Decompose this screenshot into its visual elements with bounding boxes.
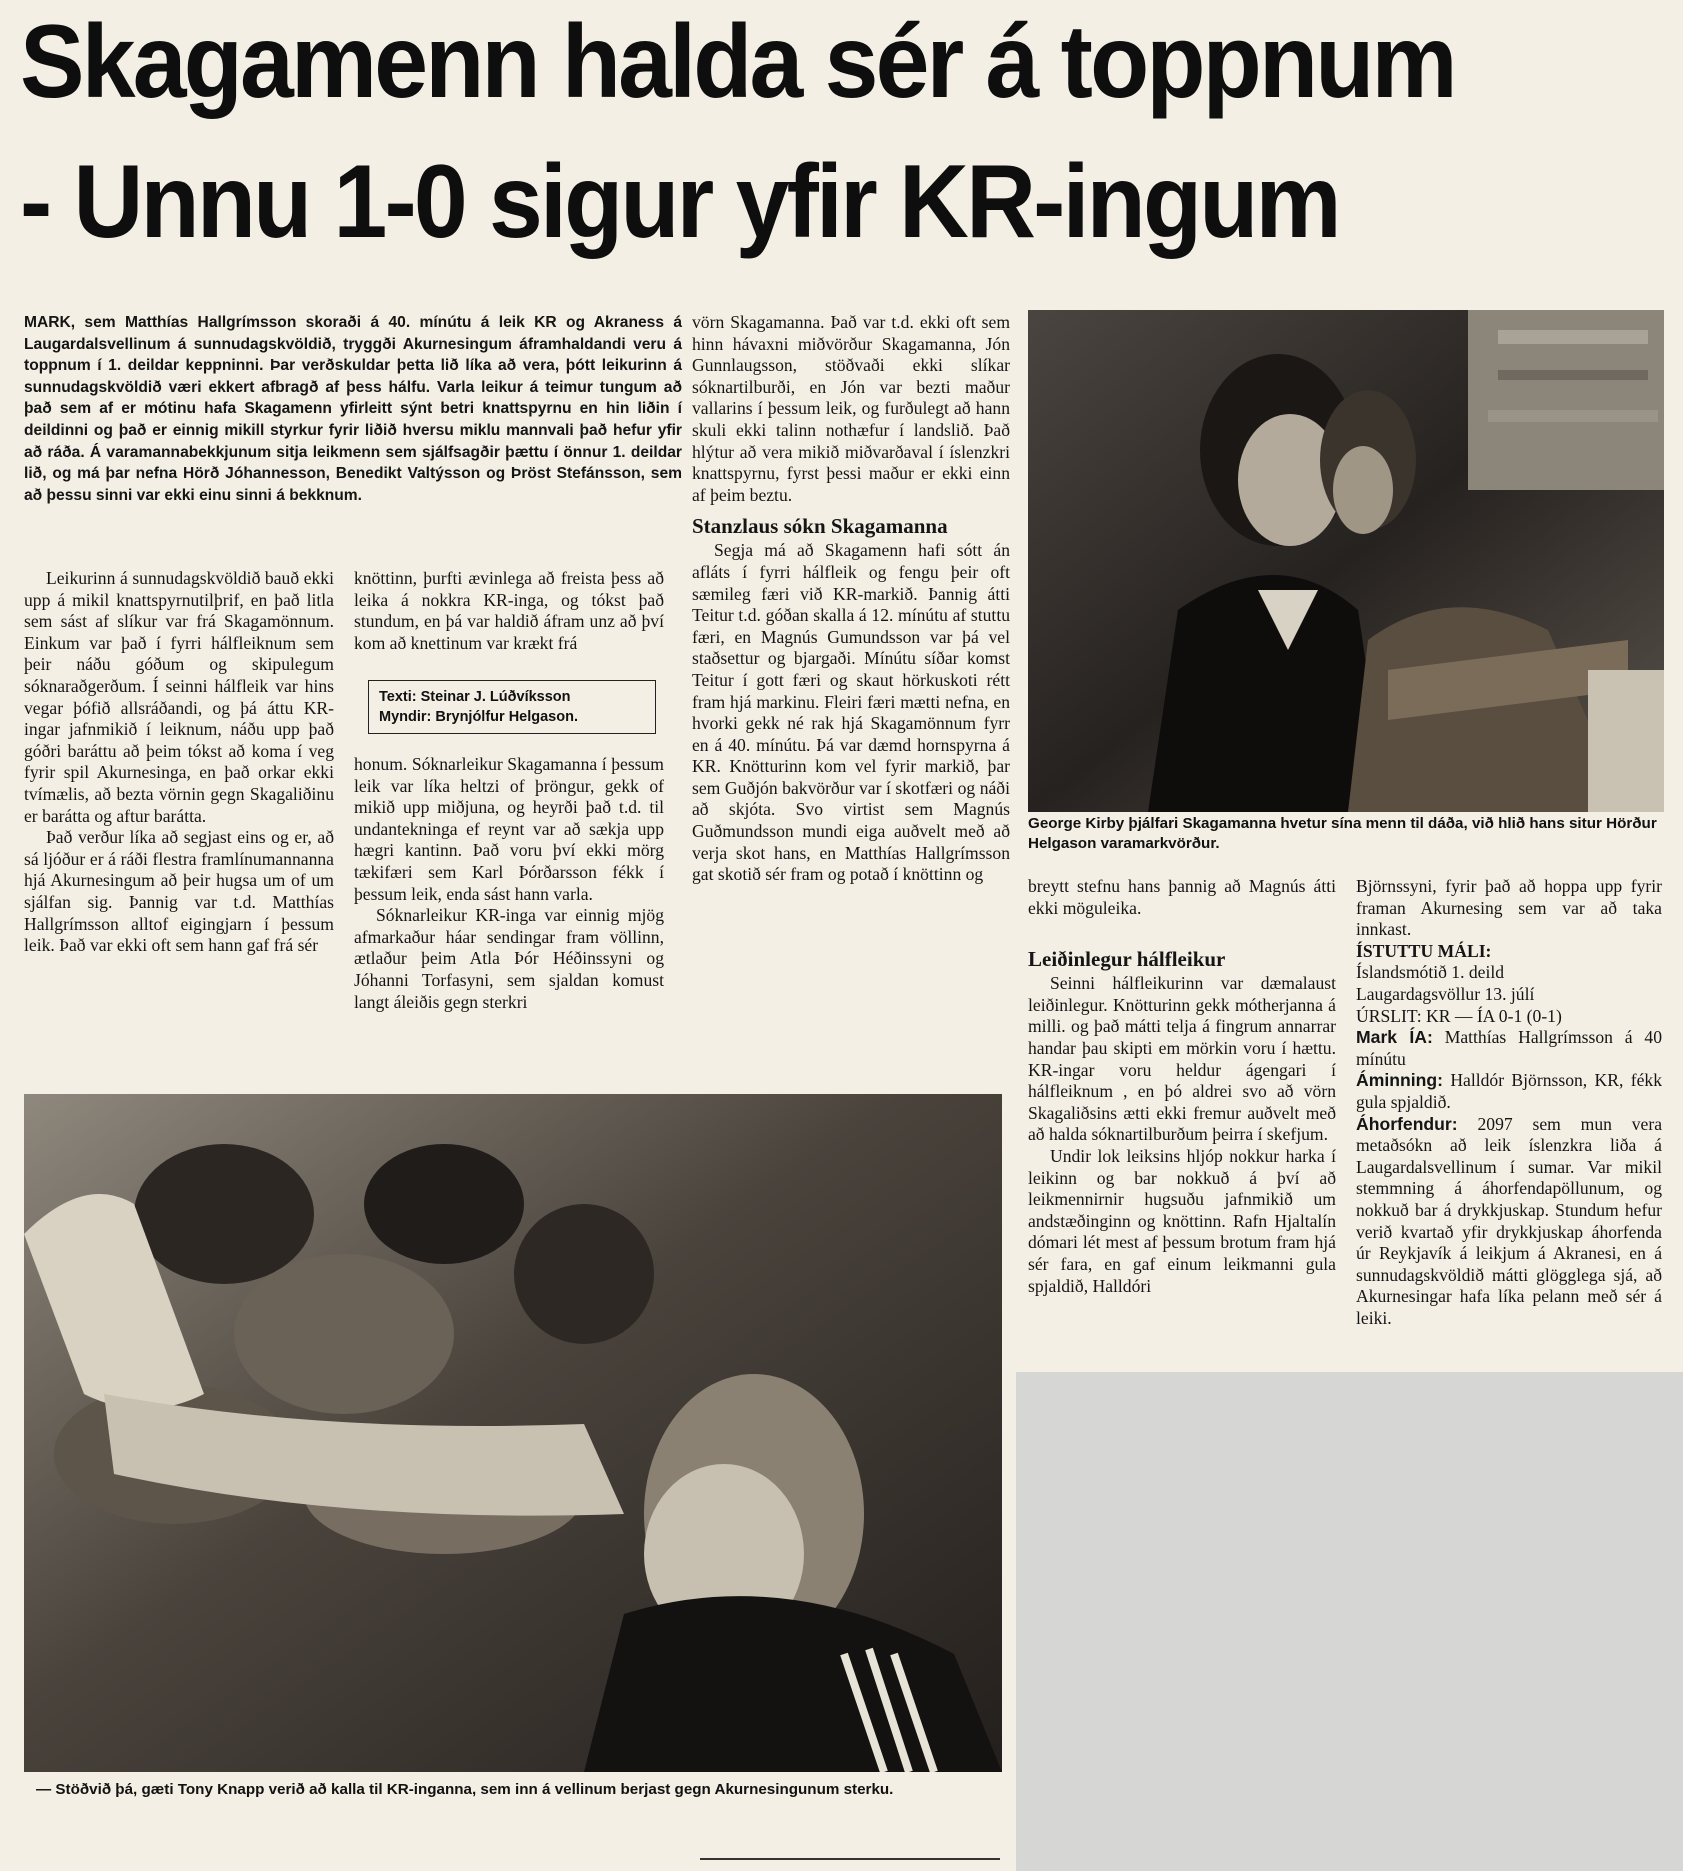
facts-goal-label: Mark ÍA: [1356,1027,1433,1048]
bottom-rule [700,1858,1000,1860]
article-column-4 [1028,876,1336,1297]
photo-coach-bench-image [1028,310,1664,812]
col4-paragraph-1: breytt stefnu hans þannig að Magnús átti ekki möguleika. [1028,876,1336,918]
byline-text: Texti: Steinar J. Lúðvíksson [379,689,571,705]
subhead-stanzlaus-sokn: Stanzlaus sókn Skagamanna [692,514,948,539]
lead-text: MARK, sem Matthías Hallgrímsson skoraði á 40. mínútu á leik KR og Akraness á Laugardalsvellinum á sunnudagskvöldið, tryggði Akurnesingum áframhaldandi veru á toppnum í 1. deildar keppninni. Þar verðskuldar þetta lið líka að vera, þótt leikurinn á sunnudagskvöldið væri ekkert afbragð af þess hálfu. Varla leikur á teimur tungum að það sem af er mótinu hafa Skagamenn yfirleitt sýnt betri knattspyrnu en hin liðin í deildinni og það er einnig mikill styrkur fyrir liðið hversu miklu mannvali það hefur yfir að ráða. Á varamannabekkjunum sitja leikmenn sem sjálfsagðir þættu í önnur 1. deildar lið, og má þar nefna Hörð Jóhannesson, Benedikt Valtýsson og Þröst Stefánsson, sem að þessu sinni var ekki einu sinni á bekknum. [24,314,682,504]
byline-photos: Myndir: Brynjólfur Helgason. [379,709,578,725]
headline-line-2: - Unnu 1-0 sigur yfir KR-ingum [20,144,1339,260]
facts-competition: Íslandsmótið 1. deild [1356,962,1505,983]
photo-knapp-caption: — Stöðvið þá, gæti Tony Knapp verið að kalla til KR-inganna, sem inn á vellinum berjast gegn Akurnesingunum sterku. [36,1781,894,1798]
byline-box [368,680,656,734]
col1-paragraph-1: Leikurinn á sunnudagskvöldið bauð ekki upp á mikil knattspyrnutilþrif, en það litla sem sást af slíkur var frá Skagamönnum. Einkum var það í fyrri hálfleiknum sem þeir náðu góðum og skipulegum sóknaraðgerðum. Í seinni hálfleik var hins vegar þófið allsráðandi, og þá áttu KR-ingar jafnmikið í leiknum, náðu upp það góðri baráttu að þeim tókst að koma í veg fyrir spil Akurnesinga, en það orkar ekki tvímælis, að bezta vörnin gegn Skagaliðinu er barátta og aftur barátta. [24,568,334,826]
facts-attendance-label: Áhorfendur: [1356,1113,1458,1134]
col4-paragraph-3: Undir lok leiksins hljóp nokkur harka í leikinn og bar nokkuð á því að leikmennirnir hugsuðu jafnmikið um andstæðinginn og knöttinn. Rafn Hjaltalín dómari lét mest af þessum brotum fram hjá sér fara, en gaf einum leikmanni gula spjaldið, Halldóri [1028,1145,1336,1296]
col3-paragraph-1: vörn Skagamanna. Það var t.d. ekki oft sem hinn hávaxni miðvörður Skagamanna, Jón Gunnlaugsson, stöðvaði ekki slíkar sóknartilburði, en Jón var bezti maður vallarins í þessum leik, og furðulegt að hann skuli ekki talinn nothæfur í landslið. Það hlýtur að vera mikið miðvarðaval í íslenzkri knattspyrnu, fyrst þessi maður er ekki einn af þeim beztu. [692,312,1010,505]
col5-paragraph-1: Björnssyni, fyrir það að hoppa upp fyrir framan Akurnesing sem var að taka innkast. [1356,876,1662,940]
article-column-5 [1356,876,1662,1329]
facts-warning-label: Áminning: [1356,1070,1443,1091]
col4-paragraph-2: Seinni hálfleikurinn var dæmalaust leiðinlegur. Knötturinn gekk mótherjanna á milli. og það mátti telja á fingrum annarrar handar þau skipti em mörkin voru í hættu. KR-ingar voru heldur ágengari í hálfleiknum , en þó aldrei svo að vörn Skagaliðsins ætti ekki fremur auðvelt með að halda sóknartilburðum þeirra í skefjum. [1028,973,1336,1145]
photo-tony-knapp [24,1094,1002,1772]
facts-goal [1356,1027,1662,1070]
article-column-1 [24,568,334,957]
blank-area [1016,1372,1683,1871]
photo-coach-caption: George Kirby þjálfari Skagamanna hvetur sína menn til dáða, við hlið hans situr Hörður Helgason varamarkvörður. [1028,815,1657,852]
photo-coach-bench [1028,310,1664,812]
col2-paragraph-2: honum. Sóknarleikur Skagamanna í þessum leik var líka heltzi of þröngur, gekk of mikið upp miðjuna, og heyrði það t.d. til undantekninga ef reynt var að sækja upp hægri kantinn. Það voru því ekki mörg tækifæri sem Karl Þórðarsson fékk í þessum leik, enda sást hann varla. [354,754,664,904]
facts-warning [1356,1070,1662,1113]
article-column-3 [692,312,1010,886]
facts-venue-date: Laugardagsvöllur 13. júlí [1356,983,1535,1004]
facts-goal-text: Matthías Hallgrímsson á 40 mínútu [1356,1027,1662,1069]
article-column-2-continued [354,754,664,1013]
photo-tony-knapp-image [24,1094,1002,1772]
facts-attendance [1356,1114,1662,1330]
facts-result: ÚRSLIT: KR — ÍA 0-1 (0-1) [1356,1005,1562,1026]
col2-paragraph-1: knöttinn, þurfti ævinlega að freista þess að leika á nokkra KR-inga, og tókst það stundum, en þá var haldið áfram unz að því kom að knettinum var krækt frá [354,568,664,653]
lead-paragraph [24,312,682,506]
col3-paragraph-2: Segja má að Skagamenn hafi sótt án afláts í fyrri hálfleik og fengu þeir oft sæmileg færi við KR-markið. Þannig átti Teitur t.d. góðan skalla á 12. mínútu af stuttu færi, en Magnús Gumundsson var þá vel staðsettur og bjargaði. Mínútu síðar komst Teitur í gott færi og skaut hörkuskoti rétt fram hjá markinu. Fleiri færi mætti nefna, en hvorki gekk né rak hjá Skagamönnum fyrr en á 40. mínútu. Þá var dæmd hornspyrna á KR. Knötturinn kom vel fyrir markið, þar sem Guðjón bakvörður var í skotfæri og náði að skjóta. Svo virtist sem Magnús Guðmundsson mundi eiga auðvelt með að verja skot hans, en Matthías Hallgrímsson gat skotið sér fram og potað í knöttinn og [692,540,1010,885]
facts-warning-text: Halldór Björnsson, KR, fékk gula spjaldið. [1356,1070,1662,1112]
facts-heading: ÍSTUTTU MÁLI: [1356,940,1492,961]
col1-paragraph-2: Það verður líka að segjast eins og er, að sá ljóður er á ráði flestra framlínumannanna hjá Akurnesingum að þeir hugsa um of um sjálfan sig. Þannig var t.d. Matthías Hallgrímsson alltof eigingjarn í þessum leik. Það var ekki oft sem hann gaf frá sér [24,827,334,956]
facts-attendance-text: 2097 sem mun vera metaðsókn að leik íslenzkra liða á Laugardalsvellinum í sumar. Var mikil stemmning á áhorfendapöllunum, og nokkuð bar á drykkjuskap. Stundum hefur verið kvartað yfir drykkjuskap áhorfenda úr Reykjavík á leikjum á Akranesi, en á sunnudagskvöldið mátti glögglega sjá, að Akurnesingar hafa líka pelann með sér á leiki. [1356,1113,1662,1328]
headline-line-1: Skagamenn halda sér á toppnum [20,4,1455,120]
subhead-leidinlegur-halfleikur: Leiðinlegur hálfleikur [1028,947,1226,972]
col2-paragraph-3: Sóknarleikur KR-inga var einnig mjög afmarkaður háar sendingar fram völlinn, ætlaður þeim Atla Þór Héðinssyni og Jóhanni Torfasyni, sem sjaldan komust langt áleiðis gegn sterkri [354,905,664,1012]
article-column-2 [354,568,664,654]
